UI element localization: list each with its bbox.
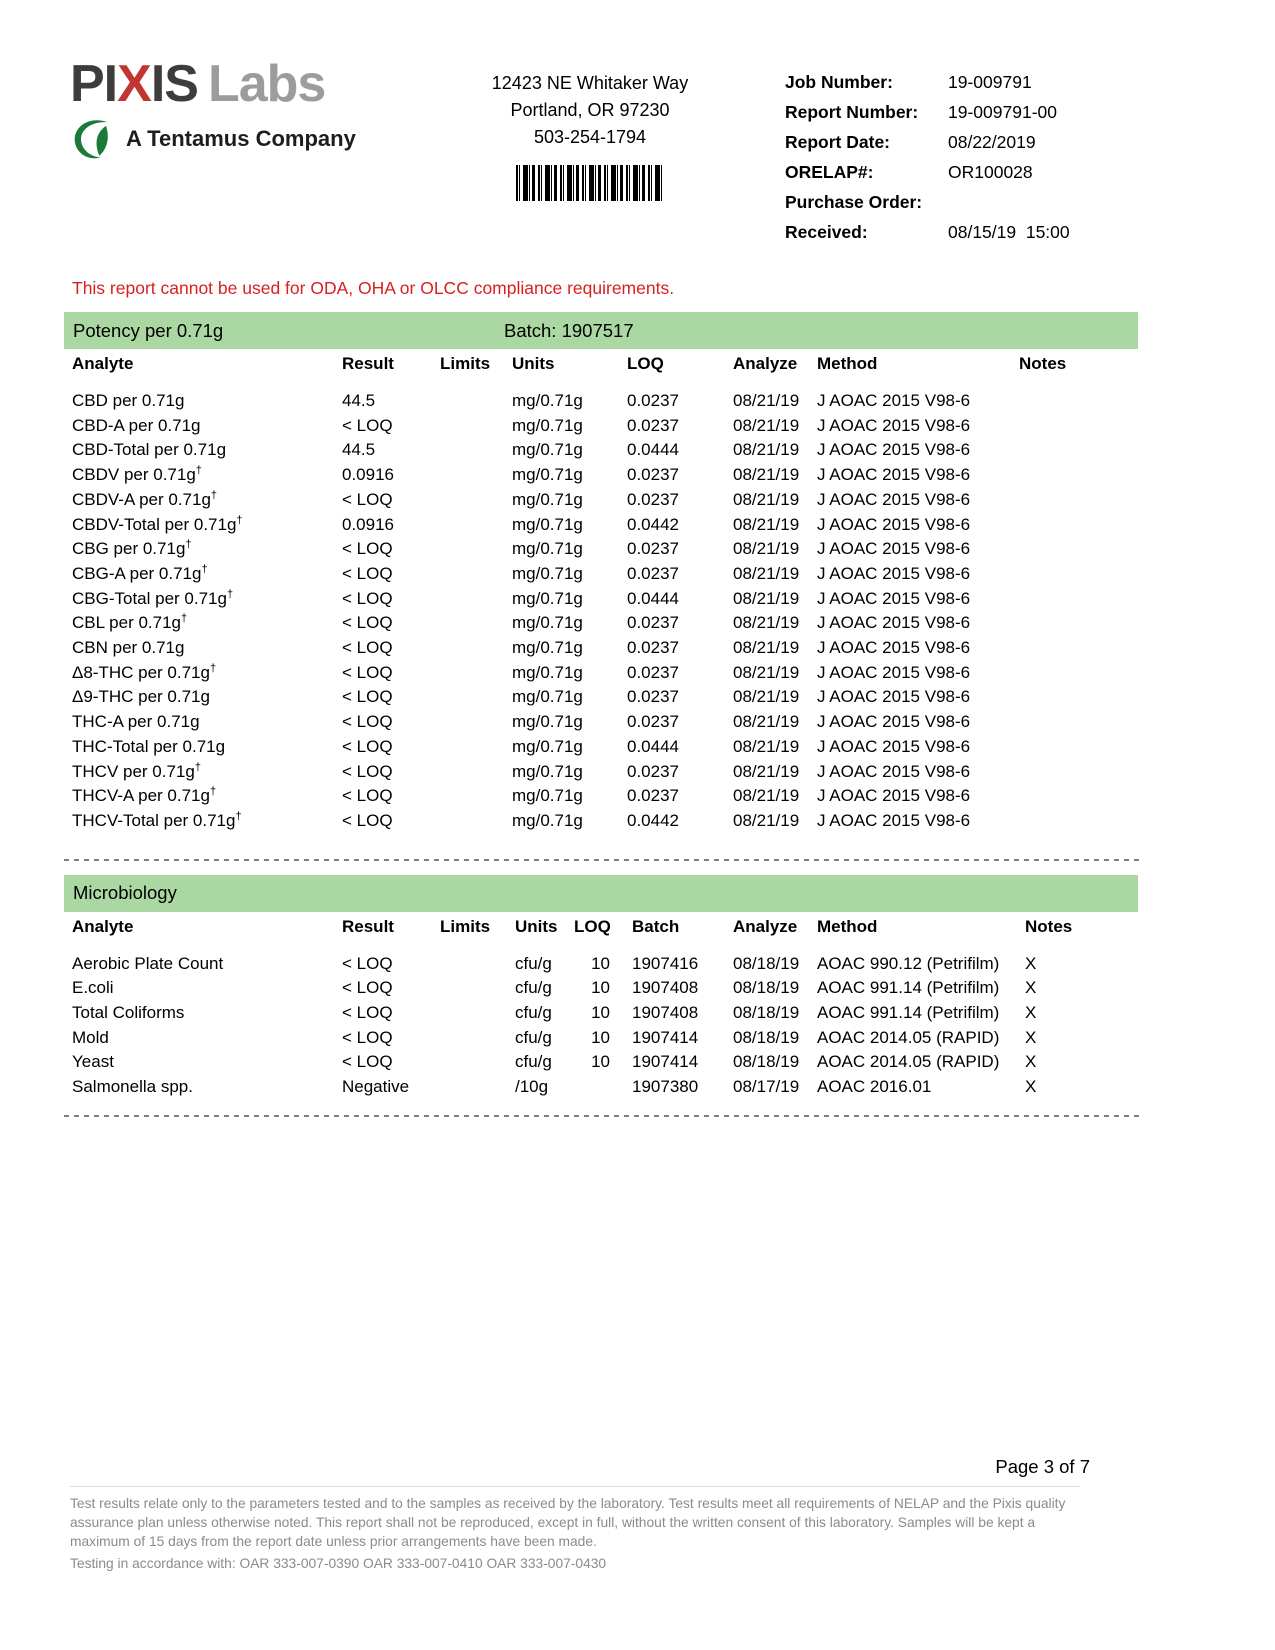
cell-notes [1019,611,1138,636]
cell-result: < LOQ [342,687,393,707]
table-row [72,389,1138,414]
cell-batch: 1907416 [632,953,699,973]
cell-loq: 10 [591,1027,610,1047]
cell-method: AOAC 991.14 (Petrifilm) [817,978,1000,998]
cell-batch: 1907408 [632,978,699,998]
info-label: Purchase Order: [785,192,923,212]
cell-analyte: CBN per 0.71g [72,638,185,658]
logo-letter-x: X [117,55,151,113]
cell-notes: X [1025,1027,1037,1047]
cell-units: mg/0.71g [512,391,583,410]
cell-method: J AOAC 2015 V98-6 [817,465,971,485]
report-info-row [785,192,1175,213]
cell-loq: 10 [591,1003,610,1023]
cell-loq: 0.0442 [627,514,679,534]
cell-units: cfu/g [515,953,552,973]
cell-loq: 0.0237 [627,687,679,707]
table-row [72,735,1138,760]
cell-result: < LOQ [342,489,393,509]
cell-loq: 0.0237 [627,613,679,633]
cell-limits [440,587,512,612]
cell-analyze: 08/21/19 [733,736,800,756]
cell-notes [1019,661,1138,686]
cell-limits [440,463,512,488]
cell-result: < LOQ [342,1052,393,1072]
cell-analyze: 08/21/19 [733,489,800,509]
cell-limits [440,513,512,538]
page-number: Page 3 of 7 [995,1456,1090,1477]
cell-method: J AOAC 2015 V98-6 [817,514,971,534]
table-row [72,1050,1138,1075]
table-row [72,488,1138,513]
cell-result: < LOQ [342,662,393,682]
cell-analyze: 08/21/19 [733,563,800,583]
section-divider [64,1115,1140,1117]
cell-method: J AOAC 2015 V98-6 [817,810,971,830]
cell-analyze: 08/21/19 [733,440,800,460]
cell-units: cfu/g [515,1003,552,1023]
potency-section-header [64,312,1138,349]
cell-loq [574,1075,632,1100]
cell-analyze: 08/21/19 [733,810,800,830]
address-line: 12423 NE Whitaker Way [491,73,689,93]
cell-units: mg/0.71g [512,415,583,435]
cell-units: mg/0.71g [512,662,583,682]
potency-section-title: Potency per 0.71g [73,319,224,341]
cell-analyte: CBD-A per 0.71g [72,415,201,435]
cell-units: mg/0.71g [512,810,583,830]
cell-units: cfu/g [515,1052,552,1072]
cell-limits [440,735,512,760]
table-row [72,513,1138,538]
report-info-row [785,72,1175,93]
cell-loq: 0.0237 [627,638,679,658]
microbiology-table [72,917,1138,1100]
cell-notes [1019,685,1138,710]
cell-units: mg/0.71g [512,465,583,485]
cell-analyte: CBDV per 0.71g† [72,464,202,485]
info-label: ORELAP#: [785,162,874,182]
cell-method: AOAC 2014.05 (RAPID) [817,1027,1000,1047]
info-value: 08/22/2019 [948,132,1036,152]
cell-analyze: 08/21/19 [733,415,800,435]
cell-result: < LOQ [342,786,393,806]
cell-method: J AOAC 2015 V98-6 [817,613,971,633]
cell-analyze: 08/21/19 [733,588,800,608]
table-row [72,760,1138,785]
cell-limits [440,710,512,735]
table-row [72,587,1138,612]
potency-batch-label: Batch: 1907517 [504,319,634,341]
cell-notes: X [1025,953,1037,973]
info-label: Received: [785,222,868,242]
logo-labs: Labs [207,55,326,113]
cell-result: < LOQ [342,563,393,583]
cell-result: 0.0916 [342,465,394,485]
table-row [72,661,1138,686]
cell-units: cfu/g [515,1027,552,1047]
cell-units: mg/0.71g [512,613,583,633]
cell-analyze: 08/21/19 [733,761,800,781]
cell-analyte: CBG-Total per 0.71g† [72,587,234,608]
column-header-loq: LOQ [627,354,664,373]
cell-method: J AOAC 2015 V98-6 [817,761,971,781]
report-info-row [785,132,1175,153]
cell-units: mg/0.71g [512,761,583,781]
cell-analyze: 08/21/19 [733,465,800,485]
column-header-method: Method [817,916,878,936]
cell-loq: 0.0444 [627,440,679,460]
table-row [72,1075,1138,1100]
cell-result: < LOQ [342,613,393,633]
microbiology-table-header-row [72,917,1138,952]
cell-analyte: Aerobic Plate Count [72,953,224,973]
report-info-row [785,222,1175,243]
cell-analyte: CBD per 0.71g [72,391,185,410]
cell-units: mg/0.71g [512,736,583,756]
potency-table [72,354,1138,834]
cell-method: J AOAC 2015 V98-6 [817,563,971,583]
column-header-analyze: Analyze [733,916,798,936]
cell-limits [440,537,512,562]
cell-result: < LOQ [342,736,393,756]
report-info-row [785,162,1175,183]
pixis-logo [70,55,356,162]
cell-result: < LOQ [342,810,393,830]
footer-accordance: Testing in accordance with: OAR 333-007-0390 OAR 333-007-0410 OAR 333-007-0430 [70,1556,607,1571]
cell-result: < LOQ [342,978,393,998]
cell-analyte: CBD-Total per 0.71g [72,440,227,460]
table-row [72,537,1138,562]
cell-method: J AOAC 2015 V98-6 [817,489,971,509]
cell-notes [1019,784,1138,809]
cell-units: mg/0.71g [512,588,583,608]
info-label: Report Date: [785,132,891,152]
column-header-analyte: Analyte [72,354,134,373]
column-header-limits: Limits [440,916,491,936]
cell-notes [1019,488,1138,513]
table-row [72,952,1138,977]
cell-method: J AOAC 2015 V98-6 [817,588,971,608]
table-row [72,784,1138,809]
cell-units: cfu/g [515,978,552,998]
cell-result: < LOQ [342,539,393,559]
cell-method: AOAC 2016.01 [817,1077,932,1097]
cell-loq: 10 [591,1052,610,1072]
cell-limits [440,389,512,414]
cell-loq: 0.0444 [627,736,679,756]
cell-limits [440,611,512,636]
cell-analyze: 08/17/19 [733,1077,800,1097]
cell-method: AOAC 991.14 (Petrifilm) [817,1003,1000,1023]
info-value: 08/15/19 15:00 [948,222,1070,242]
cell-analyte: THC-A per 0.71g [72,712,200,732]
logo-letters-pi: PI [70,55,118,113]
section-divider [64,859,1140,861]
cell-batch: 1907380 [632,1077,699,1097]
column-header-analyte: Analyte [72,916,134,936]
cell-method: J AOAC 2015 V98-6 [817,415,971,435]
cell-analyte: Yeast [72,1052,114,1072]
cell-batch: 1907414 [632,1052,699,1072]
logo-tagline: A Tentamus Company [126,126,356,151]
cell-analyze: 08/18/19 [733,978,800,998]
cell-method: J AOAC 2015 V98-6 [817,662,971,682]
cell-loq: 0.0237 [627,761,679,781]
cell-loq: 0.0237 [627,563,679,583]
cell-analyte: CBL per 0.71g† [72,612,188,633]
address-lines [430,70,750,151]
compliance-notice: This report cannot be used for ODA, OHA or OLCC compliance requirements. [72,278,675,298]
cell-analyte: THCV-Total per 0.71g† [72,810,242,830]
info-value: OR100028 [948,162,1033,182]
cell-analyte: CBDV-Total per 0.71g† [72,513,243,534]
cell-analyte: THCV-A per 0.71g† [72,785,217,806]
table-row [72,809,1138,834]
cell-loq: 0.0237 [627,712,679,732]
info-label: Report Number: [785,102,919,122]
cell-limits [440,488,512,513]
cell-loq: 0.0442 [627,810,679,830]
table-row [72,636,1138,661]
microbiology-section-header [64,875,1138,912]
cell-result: < LOQ [342,953,393,973]
cell-result: < LOQ [342,761,393,781]
barcode [516,165,664,201]
cell-units: mg/0.71g [512,489,583,509]
cell-analyte: CBG per 0.71g† [72,538,192,559]
info-value: 19-009791-00 [948,102,1057,122]
cell-notes: X [1025,978,1037,998]
cell-loq: 0.0444 [627,588,679,608]
cell-analyze: 08/18/19 [733,1052,800,1072]
cell-limits [440,1026,515,1051]
cell-loq: 0.0237 [627,415,679,435]
cell-notes [1019,760,1138,785]
cell-units: mg/0.71g [512,638,583,658]
address-line: 503-254-1794 [533,127,647,147]
cell-analyze: 08/21/19 [733,712,800,732]
column-header-loq: LOQ [574,916,611,936]
cell-result: < LOQ [342,712,393,732]
column-header-result: Result [342,354,394,373]
cell-limits [440,685,512,710]
cell-analyze: 08/21/19 [733,662,800,682]
cell-units: mg/0.71g [512,514,583,534]
logo-tagline-row [70,116,356,162]
cell-analyze: 08/21/19 [733,687,800,707]
cell-loq: 10 [591,978,610,998]
table-row [72,562,1138,587]
info-value: 19-009791 [948,72,1032,92]
footer-disclaimer: Test results relate only to the parameters tested and to the samples as received by the laboratory. Test results meet all requirements of NELAP and the Pixis quality assurance plan unless otherwise noted. This report shall not be reproduced, except in full, without the written consent of this laboratory. Samples will be kept a maximum of 15 days from the report date unless prior arrangements have been made. [70,1486,1080,1551]
table-row [72,976,1138,1001]
address-line: Portland, OR 97230 [510,100,670,120]
cell-result: < LOQ [342,1003,393,1023]
column-header-units: Units [512,354,555,373]
cell-analyte: Δ8-THC per 0.71g† [72,662,217,682]
cell-result: < LOQ [342,588,393,608]
cell-result: 0.0916 [342,514,394,534]
cell-result: Negative [342,1077,410,1097]
cell-analyze: 08/21/19 [733,391,800,410]
cell-loq: 0.0237 [627,786,679,806]
cell-analyte: Δ9-THC per 0.71g [72,687,210,707]
logo-letters-is: IS [150,55,198,113]
column-header-notes: Notes [1019,354,1067,373]
table-row [72,1026,1138,1051]
cell-loq: 0.0237 [627,465,679,485]
cell-units: /10g [515,1077,549,1097]
cell-analyze: 08/21/19 [733,613,800,633]
cell-units: mg/0.71g [512,786,583,806]
cell-notes [1019,636,1138,661]
cell-limits [440,976,515,1001]
cell-method: AOAC 2014.05 (RAPID) [817,1052,1000,1072]
cell-batch: 1907414 [632,1027,699,1047]
column-header-analyze: Analyze [733,354,798,373]
cell-notes: X [1025,1052,1037,1072]
column-header-method: Method [817,354,878,373]
table-row [72,611,1138,636]
cell-analyze: 08/21/19 [733,786,800,806]
column-header-units: Units [515,916,558,936]
cell-units: mg/0.71g [512,539,583,559]
cell-analyte: CBDV-A per 0.71g† [72,489,218,509]
cell-analyze: 08/21/19 [733,539,800,559]
cell-units: mg/0.71g [512,712,583,732]
cell-units: mg/0.71g [512,563,583,583]
cell-limits [440,661,512,686]
cell-units: mg/0.71g [512,687,583,707]
table-row [72,463,1138,488]
cell-notes [1019,710,1138,735]
cell-notes [1019,562,1138,587]
cell-analyte: Total Coliforms [72,1003,185,1023]
cell-method: J AOAC 2015 V98-6 [817,786,971,806]
cell-notes: X [1025,1003,1037,1023]
cell-analyze: 08/21/19 [733,514,800,534]
cell-analyze: 08/21/19 [733,638,800,658]
cell-limits [440,809,512,834]
cell-limits [440,760,512,785]
cell-method: J AOAC 2015 V98-6 [817,687,971,707]
table-row [72,710,1138,735]
column-header-limits: Limits [440,354,491,373]
report-header [0,0,1275,250]
cell-loq: 0.0237 [627,539,679,559]
column-header-result: Result [342,916,394,936]
cell-method: J AOAC 2015 V98-6 [817,638,971,658]
cell-result: 44.5 [342,440,376,460]
cell-notes [1019,537,1138,562]
cell-notes [1019,414,1138,439]
cell-method: AOAC 990.12 (Petrifilm) [817,953,1000,973]
column-header-batch: Batch [632,916,680,936]
cell-limits [440,784,512,809]
table-row [72,414,1138,439]
cell-limits [440,562,512,587]
cell-limits [440,1075,515,1100]
cell-notes [1019,389,1138,414]
table-row [72,438,1138,463]
cell-loq: 0.0237 [627,489,679,509]
cell-loq: 0.0237 [627,662,679,682]
cell-notes [1019,513,1138,538]
cell-analyte: Mold [72,1027,109,1047]
cell-result: < LOQ [342,638,393,658]
cell-notes [1019,438,1138,463]
cell-method: J AOAC 2015 V98-6 [817,712,971,732]
cell-limits [440,438,512,463]
table-row [72,685,1138,710]
cell-limits [440,1050,515,1075]
cell-analyze: 08/18/19 [733,953,800,973]
cell-analyze: 08/18/19 [733,1027,800,1047]
lab-address [430,70,750,201]
cell-notes [1019,463,1138,488]
cell-notes [1019,587,1138,612]
cell-method: J AOAC 2015 V98-6 [817,440,971,460]
cell-method: J AOAC 2015 V98-6 [817,539,971,559]
microbiology-section-title: Microbiology [73,882,177,904]
cell-analyte: CBG-A per 0.71g† [72,563,208,583]
cell-analyte: E.coli [72,978,114,998]
table-row [72,1001,1138,1026]
cell-analyze: 08/18/19 [733,1003,800,1023]
cell-method: J AOAC 2015 V98-6 [817,736,971,756]
potency-table-header-row [72,354,1138,389]
logo-wordmark [70,55,356,113]
cell-notes [1019,809,1138,834]
cell-result: 44.5 [342,391,376,410]
cell-units: mg/0.71g [512,440,583,460]
report-info [785,72,1175,252]
tentamus-leaf-icon [70,116,116,162]
cell-loq: 0.0237 [627,391,679,410]
cell-limits [440,1001,515,1026]
cell-batch: 1907408 [632,1003,699,1023]
cell-analyte: THC-Total per 0.71g [72,736,226,756]
cell-limits [440,952,515,977]
column-header-notes: Notes [1025,916,1073,936]
cell-method: J AOAC 2015 V98-6 [817,391,971,410]
cell-limits [440,414,512,439]
cell-result: < LOQ [342,415,393,435]
cell-analyte: THCV per 0.71g† [72,760,201,781]
info-label: Job Number: [785,72,893,92]
cell-notes: X [1025,1077,1037,1097]
cell-loq: 10 [591,953,610,973]
report-info-row [785,102,1175,123]
cell-notes [1019,735,1138,760]
cell-result: < LOQ [342,1027,393,1047]
cell-analyte: Salmonella spp. [72,1077,193,1097]
cell-limits [440,636,512,661]
